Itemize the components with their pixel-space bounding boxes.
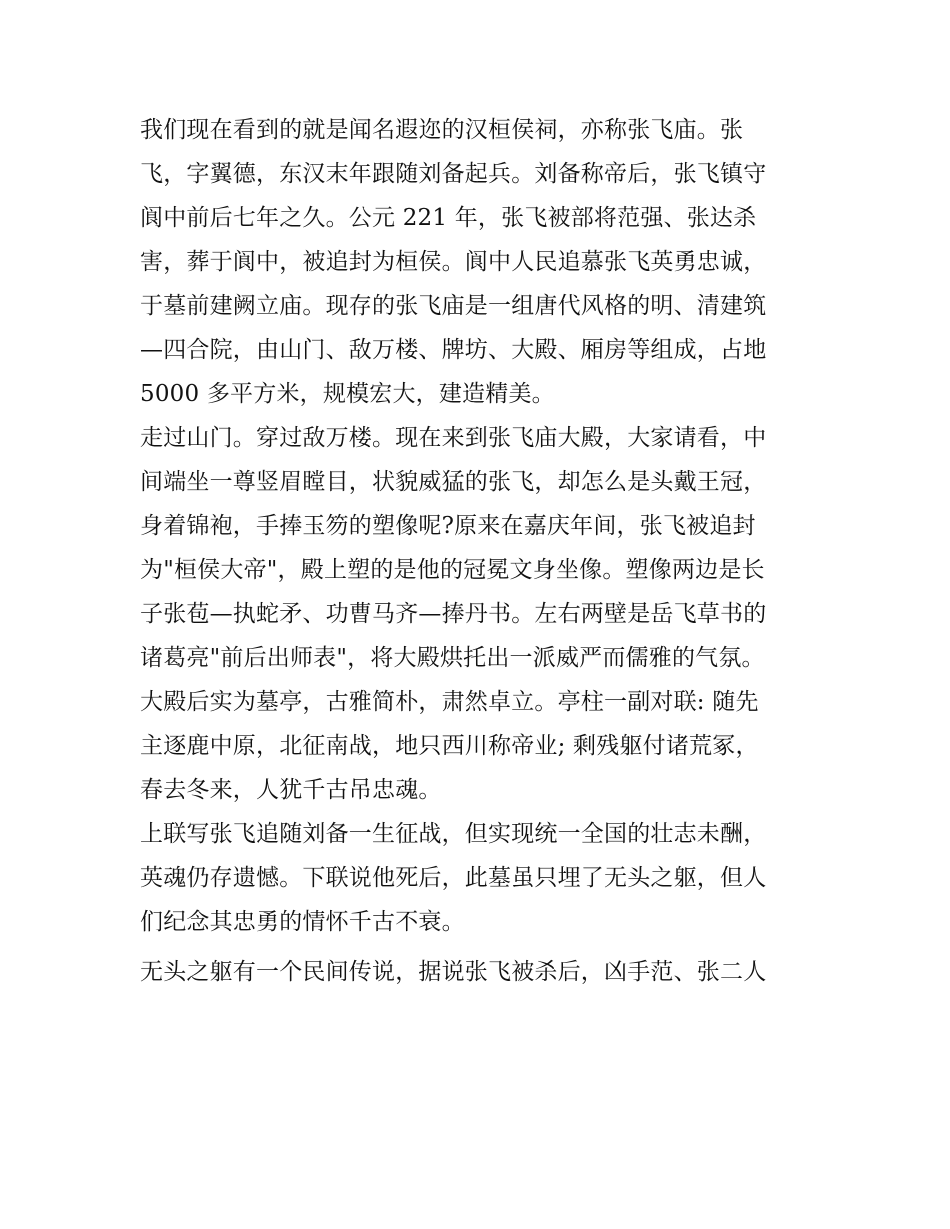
text-line: 为"桓侯大帝"，殿上塑的是他的冠冕文身坐像。塑像两边是长 <box>140 557 765 583</box>
paragraph-3 <box>140 812 820 944</box>
text-line: 走过山门。穿过敌万楼。现在来到张飞庙大殿，大家请看，中 <box>140 425 767 451</box>
text-line: 春去冬来，人犹千古吊忠魂。 <box>140 777 442 803</box>
text-line: 主逐鹿中原，北征南战，地只西川称帝业; 剩残躯付诸荒冢， <box>140 733 759 759</box>
text-line: —四合院，由山门、敌万楼、牌坊、大殿、厢房等组成，占地 <box>140 337 767 363</box>
text-line: 们纪念其忠勇的情怀千古不衰。 <box>140 909 465 935</box>
text-line: 阆中前后七年之久。公元 221 年，张飞被部将范强、张达杀 <box>140 205 757 231</box>
text-line: 害，葬于阆中，被追封为桓侯。阆中人民追慕张飞英勇忠诚， <box>140 249 767 275</box>
paragraph-2 <box>140 416 820 812</box>
text-line: 上联写张飞追随刘备一生征战，但实现统一全国的壮志未酬， <box>140 821 767 847</box>
text-line: 诸葛亮"前后出师表"，将大殿烘托出一派威严而儒雅的气氛。 <box>140 645 765 671</box>
text-line: 无头之躯有一个民间传说，据说张飞被杀后，凶手范、张二人 <box>140 959 767 985</box>
text-line: 5000 多平方米，规模宏大，建造精美。 <box>140 381 555 407</box>
text-line: 身着锦袍，手捧玉笏的塑像呢?原来在嘉庆年间，张飞被追封 <box>140 513 756 539</box>
paragraph-4 <box>140 950 820 994</box>
text-line: 子张苞—执蛇矛、功曹马齐—捧丹书。左右两壁是岳飞草书的 <box>140 601 767 627</box>
text-line: 大殿后实为墓亭，古雅简朴，肃然卓立。亭柱一副对联: 随先 <box>140 689 759 715</box>
text-line: 间端坐一尊竖眉瞠目，状貌威猛的张飞，却怎么是头戴王冠， <box>140 469 767 495</box>
document-body <box>140 108 820 994</box>
text-line: 我们现在看到的就是闻名遐迩的汉桓侯祠，亦称张飞庙。张 <box>140 117 744 143</box>
paragraph-1 <box>140 108 820 416</box>
text-line: 飞，字翼德，东汉末年跟随刘备起兵。刘备称帝后，张飞镇守 <box>140 161 767 187</box>
text-line: 于墓前建阙立庙。现存的张飞庙是一组唐代风格的明、清建筑 <box>140 293 767 319</box>
text-line: 英魂仍存遗憾。下联说他死后，此墓虽只埋了无头之躯，但人 <box>140 865 767 891</box>
